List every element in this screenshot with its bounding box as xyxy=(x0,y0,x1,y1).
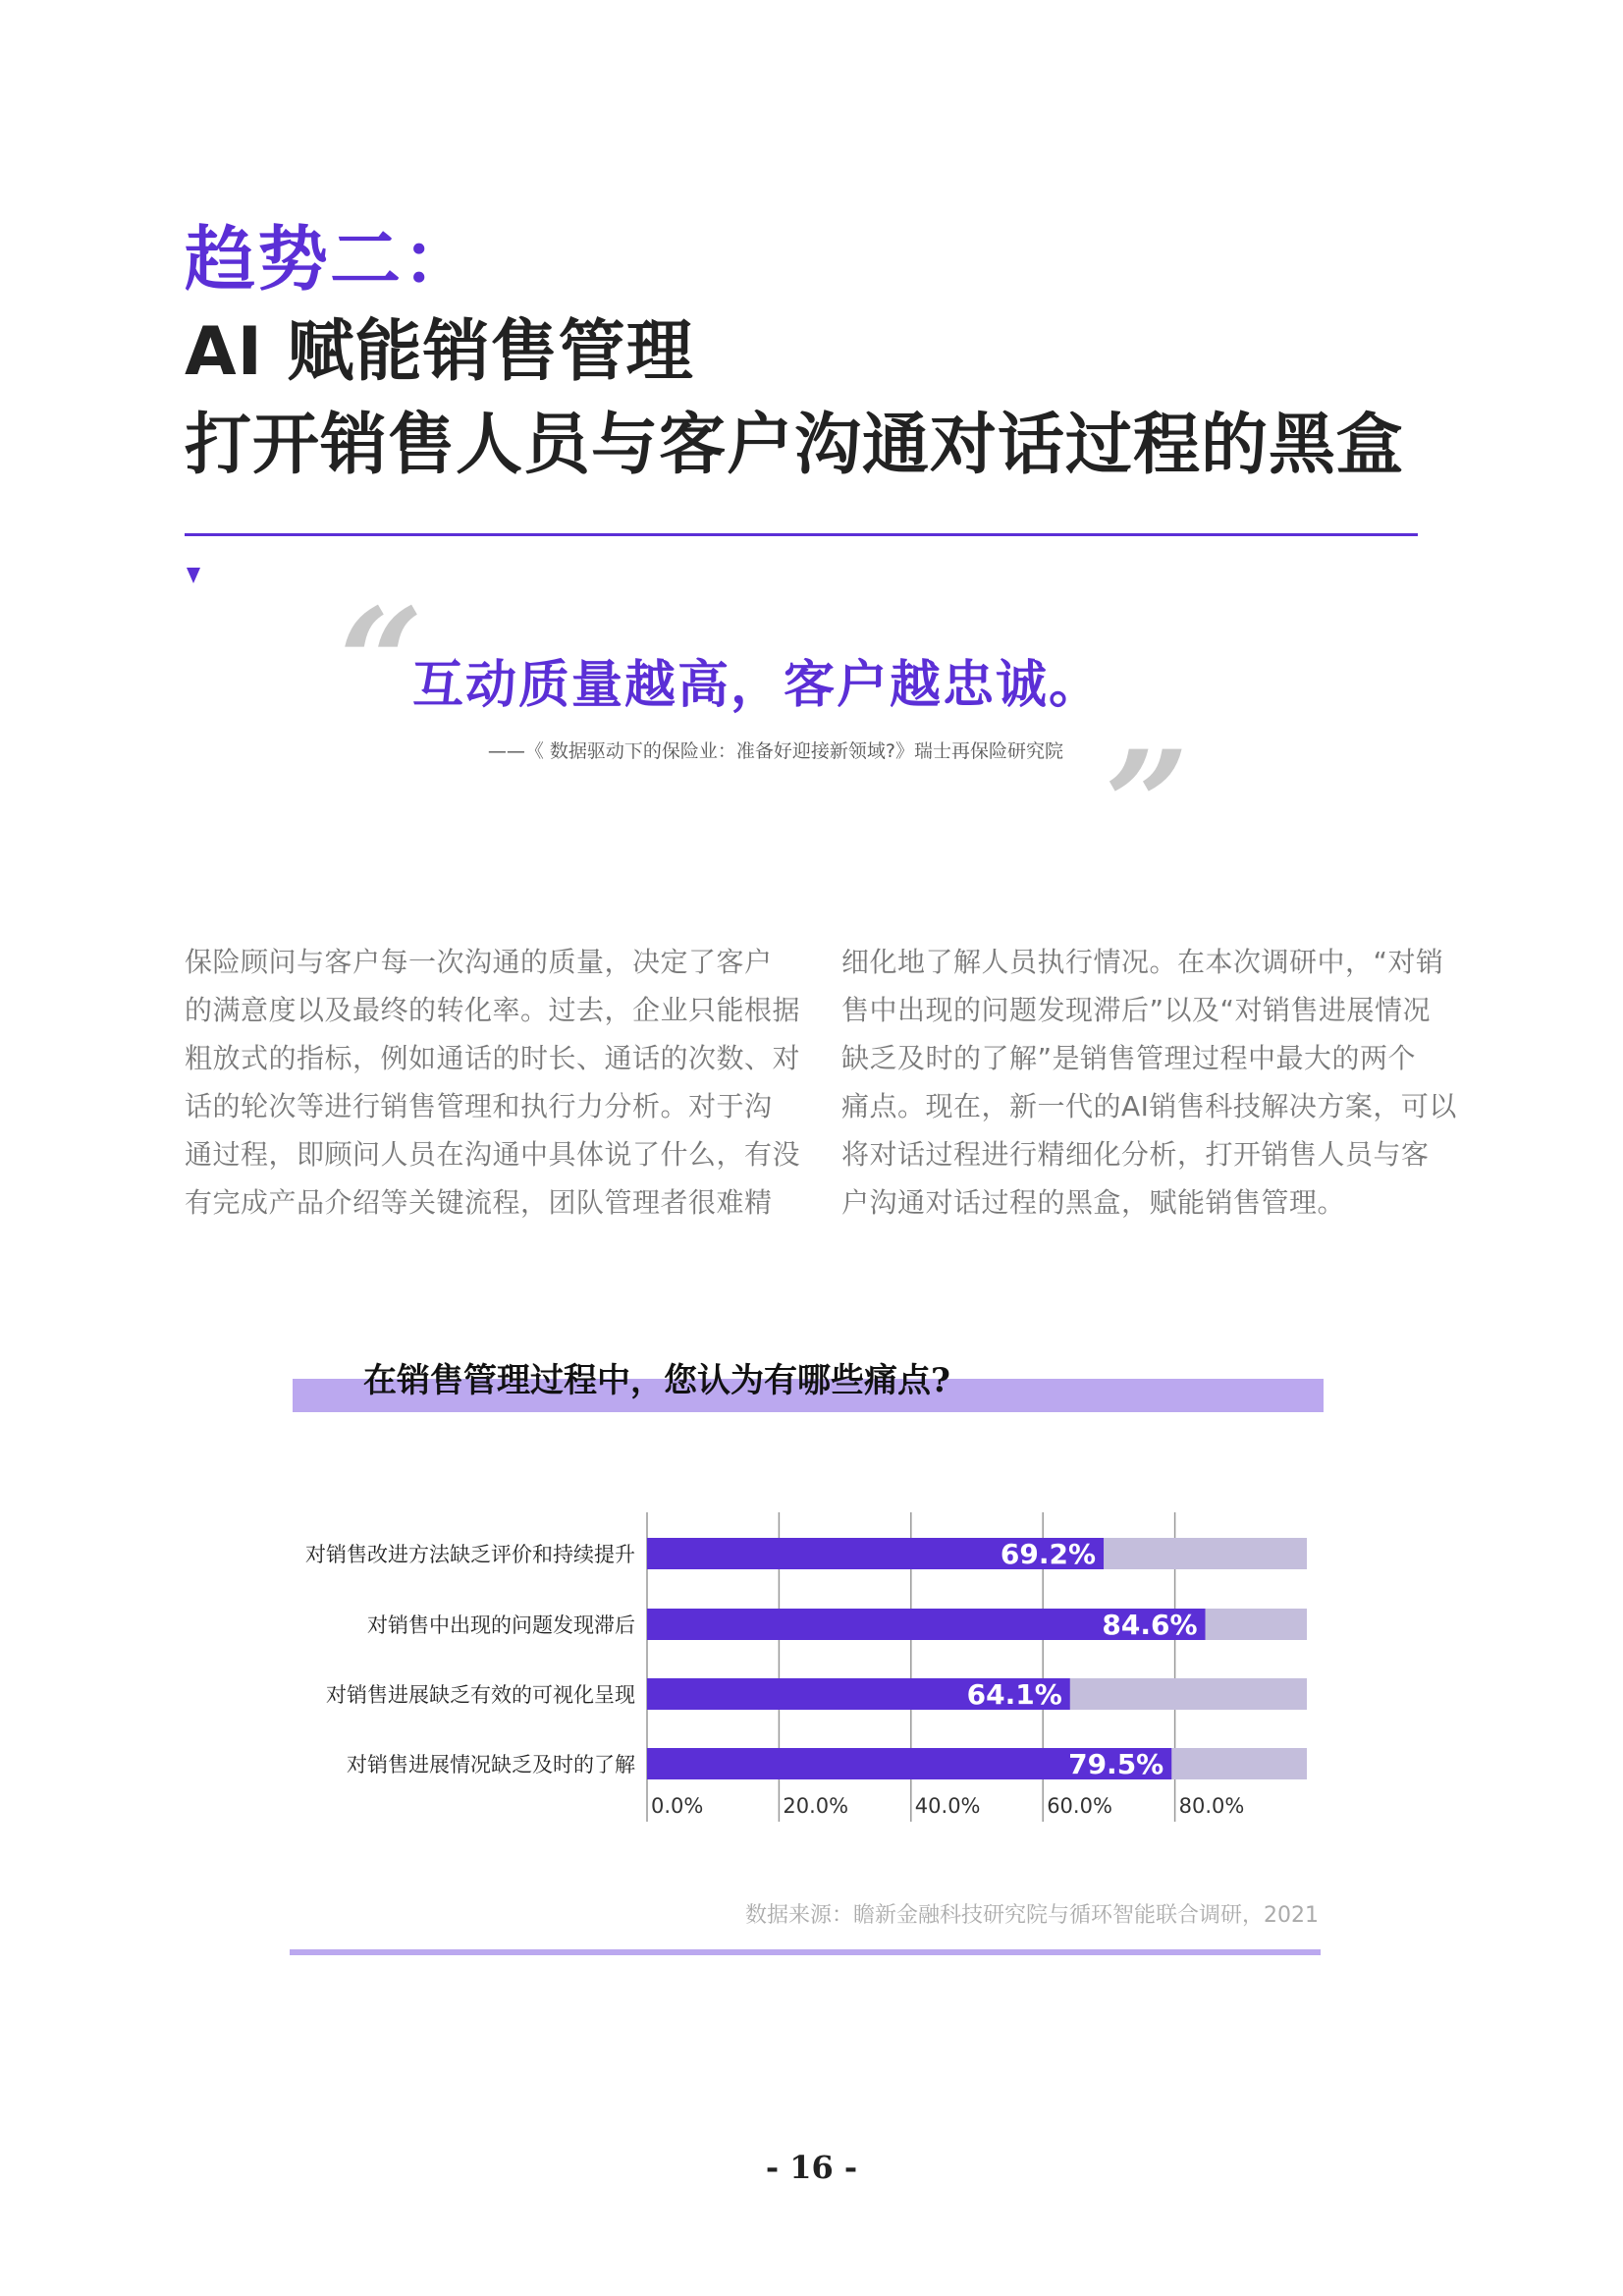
bar-value-label: 79.5% xyxy=(1068,1748,1164,1780)
body-line: 痛点。现在，新一代的AI销售科技解决方案，可以 xyxy=(841,1090,1457,1122)
body-line: 通过程，即顾问人员在沟通中具体说了什么，有没 xyxy=(185,1138,801,1171)
trend-label: 趋势二： xyxy=(185,218,476,301)
category-label: 对销售进展情况缺乏及时的了解 xyxy=(347,1753,635,1777)
chart-title: 在销售管理过程中，您认为有哪些痛点? xyxy=(363,1361,950,1400)
close-quote-icon: ” xyxy=(1105,719,1190,892)
bar-value-label: 84.6% xyxy=(1102,1609,1198,1641)
category-label: 对销售改进方法缺乏评价和持续提升 xyxy=(305,1543,635,1566)
x-tick-label: 0.0% xyxy=(651,1794,704,1818)
body-line: 保险顾问与客户每一次沟通的质量，决定了客户 xyxy=(185,946,773,978)
body-line: 的满意度以及最终的转化率。过去，企业只能根据 xyxy=(185,994,801,1026)
data-source-note: 数据来源：瞻新金融科技研究院与循环智能联合调研，2021 xyxy=(745,1903,1319,1928)
body-line: 粗放式的指标，例如通话的时长、通话的次数、对 xyxy=(185,1042,801,1074)
x-tick-label: 40.0% xyxy=(914,1794,981,1818)
category-label: 对销售进展缺乏有效的可视化呈现 xyxy=(326,1683,635,1707)
bar-value-label: 64.1% xyxy=(966,1678,1062,1711)
x-tick-label: 60.0% xyxy=(1047,1794,1112,1818)
body-line: 缺乏及时的了解”是销售管理过程中最大的两个 xyxy=(841,1042,1417,1074)
body-line: 售中出现的问题发现滞后”以及“对销售进展情况 xyxy=(841,994,1432,1026)
page-number: - 16 - xyxy=(765,2149,858,2186)
open-quote-icon: “ xyxy=(339,576,424,749)
body-line: 话的轮次等进行销售管理和执行力分析。对于沟 xyxy=(185,1090,773,1122)
quote-source: ——《 数据驱动下的保险业：准备好迎接新领域?》瑞士再保险研究院 xyxy=(487,740,1063,762)
body-line: 户沟通对话过程的黑盒，赋能销售管理。 xyxy=(841,1186,1346,1219)
x-tick-label: 80.0% xyxy=(1178,1794,1245,1818)
category-label: 对销售中出现的问题发现滞后 xyxy=(367,1613,635,1637)
headline-line-1: AI 赋能销售管理 xyxy=(185,313,694,391)
body-line: 将对话过程进行精细化分析，打开销售人员与客 xyxy=(841,1138,1430,1171)
headline-line-2: 打开销售人员与客户沟通对话过程的黑盒 xyxy=(185,407,1405,484)
body-line: 有完成产品介绍等关键流程，团队管理者很难精 xyxy=(185,1186,773,1219)
body-line: 细化地了解人员执行情况。在本次调研中，“对销 xyxy=(841,946,1444,978)
x-tick-label: 20.0% xyxy=(783,1794,849,1818)
bottom-divider xyxy=(290,1949,1321,1955)
pull-quote: 互动质量越高，客户越忠诚。 xyxy=(412,656,1103,715)
bar-value-label: 69.2% xyxy=(1000,1538,1097,1570)
